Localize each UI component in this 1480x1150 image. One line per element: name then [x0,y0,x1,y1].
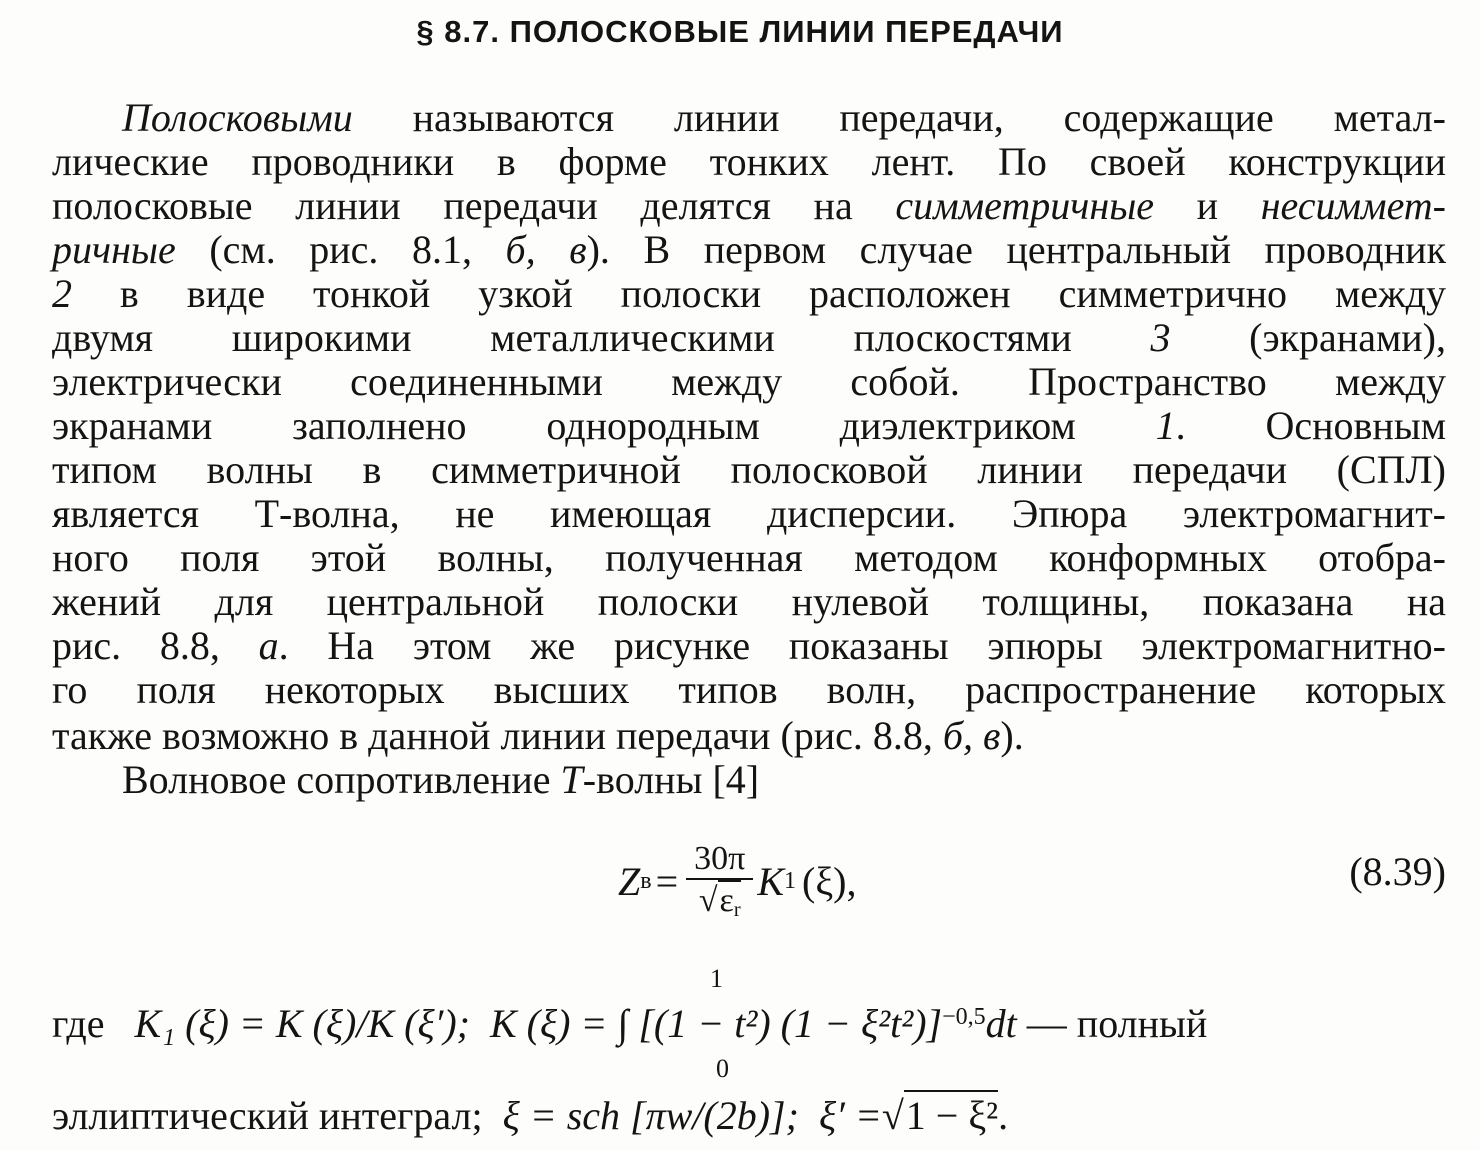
text-run: (см. рис. 8.1, [175,227,506,272]
text-line [52,228,1446,272]
text-run: жений для центральной полоски нулевой толщины, показана на [52,579,1446,624]
t-variable: T [560,757,583,802]
text-line [52,714,1446,758]
italic-term: 2 [52,271,72,316]
italic-term: 1 [1155,403,1176,448]
text-line [52,448,1446,492]
italic-term: симметричные [895,183,1155,228]
italic-term: б, в [942,713,1001,758]
integral-lower-limit: 0 [716,1054,729,1083]
sqrt-expression: 1 − ξ² [904,1090,998,1139]
text-run: двумя широкими металлическими плоскостями [52,315,1151,360]
italic-term: несиммет- [1260,183,1446,228]
italic-term: б, в [505,227,587,272]
integral-upper-limit: 1 [710,964,723,993]
italic-term: а [258,623,279,668]
text-line [52,536,1446,580]
text-line [52,624,1446,668]
equation-8-39: Z в = $\frac{30\pi}{√\varepsilon_r}$ K 1 (ξ), [618,839,857,922]
k1-definition: K₁ (ξ) = K (ξ)/K (ξ′); [134,1001,470,1046]
xi-definition: ξ = sch [πw/(2b)]; [502,1093,799,1138]
text-run: типом волны в симметричной полосковой линии передачи (СПЛ) [52,447,1446,492]
formula-fraction [686,840,753,922]
text-line [52,668,1446,712]
text-run: ). [1000,713,1024,758]
xi-definitions-line: эллиптический интеграл; ξ = sch [πw/(2b)]; ξ′ =√1 − ξ². [52,1090,1452,1139]
text-line [52,360,1446,404]
text-run: ного поля этой волны, полученная методом конформных отобра- [52,535,1446,580]
text-line [52,580,1446,624]
italic-term: Полосковыми [122,95,353,140]
section-heading: § 8.7. ПОЛОСКОВЫЕ ЛИНИИ ПЕРЕДАЧИ [416,14,1064,49]
text-run: (экранами), [1170,315,1447,360]
formula-numerator: 30π [686,840,753,880]
italic-term: 3 [1150,315,1171,360]
text-line [122,96,1446,140]
text-line [52,492,1446,536]
text-run: называются линии передачи, содержащие метал- [352,95,1446,140]
text-run: . Основным [1175,403,1447,448]
italic-term: ричные [52,227,176,272]
equation-number: (8.39) [1349,849,1446,894]
text-line [52,272,1446,316]
text-run: электрически соединенными между собой. Пространство между [52,359,1446,404]
elliptic-integral-definition: K (ξ) = ∫ [(1 − t²) (1 − ξ²t²)] [489,1001,943,1046]
text-run: ). В первом случае центральный проводник [586,227,1447,272]
text-line [52,316,1446,360]
text-run: является Т-волна, не имеющая дисперсии. Эпюра электромагнит- [52,491,1446,536]
text-line [52,140,1446,184]
text-run: в виде тонкой узкой полоски расположен симметрично между [72,271,1446,316]
text-run: экранами заполнено однородным диэлектриком [52,403,1156,448]
text-run: полосковые линии передачи делятся на [52,183,896,228]
definitions-line: где K₁ (ξ) = K (ξ)/K (ξ′); K (ξ) = ∫ [(1 − t²) (1 − ξ²t²)]$^{-0,5}$dt — полный [52,1001,1208,1046]
formula-lhs: Z [618,858,641,904]
text-line [52,404,1446,448]
formula-denominator: $√\varepsilon_r$ [698,881,741,922]
text-run: . На этом же рисунке показаны эпюры электромагнитно- [278,623,1446,668]
text-run: го поля некоторых высших типов волн, распространение которых [52,667,1446,712]
text-run: и [1154,183,1261,228]
xi-prime-definition: ξ′ = [818,1093,882,1138]
text-run: рис. 8.8, [52,623,259,668]
paragraph-impedance-intro: Волновое сопротивление T-волны [4] [122,757,760,802]
text-line [52,184,1446,228]
text-run: лические проводники в форме тонких лент. По своей конструкции [52,139,1446,184]
text-run: также возможно в данной линии передачи (рис. 8.8, [52,713,943,758]
